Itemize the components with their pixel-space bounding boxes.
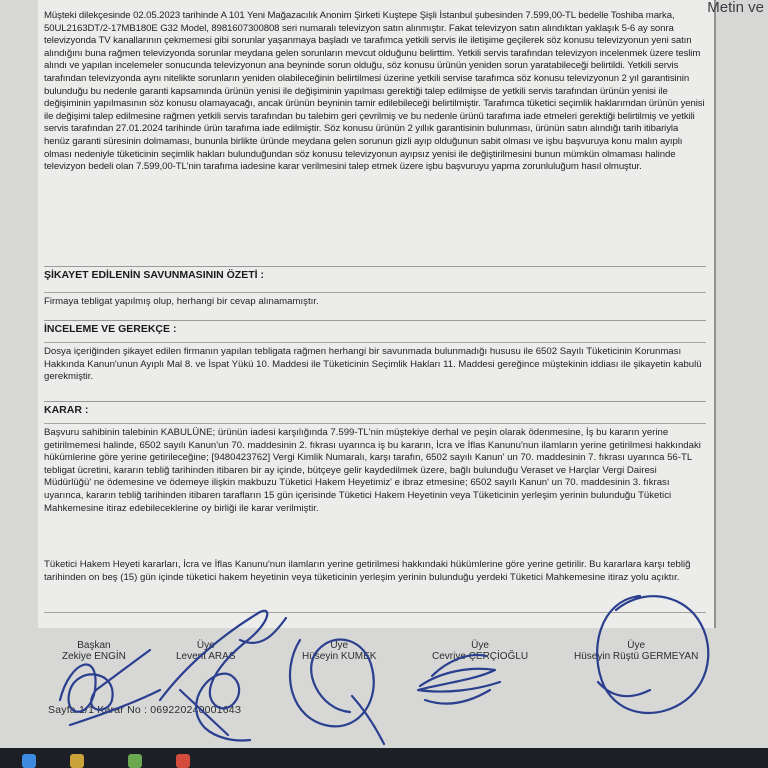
member-role: Üye bbox=[330, 640, 349, 651]
review-heading: İNCELEME VE GEREKÇE : bbox=[44, 320, 706, 335]
member-name: Levent ARAS bbox=[176, 651, 236, 662]
member-name: Zekiye ENGİN bbox=[62, 651, 126, 662]
signature-member-2 bbox=[160, 611, 286, 741]
member-3 bbox=[302, 640, 376, 662]
page-decision-number: Sayfa 1/1 Karar No : 06922024000164З bbox=[48, 704, 242, 716]
app-icon[interactable] bbox=[22, 754, 36, 768]
defense-heading: ŞİKAYET EDİLENİN SAVUNMASININ ÖZETİ : bbox=[44, 266, 706, 281]
review-text: Dosya içeriğinden şikayet edilen firmanın yapılan tebligata rağmen herhangi bir savunmada bulunmadığı hususu ile 6502 Sayılı Tüketicinin Korunması Hakkında Kanun'unun Ayıplı Mal 8. ve İspat Yükü 10. Maddesi ile Tüketicinin Seçimlik Hakları 11. Maddesi gereğince müştekinin iddiası ile şikayetin kabulü gerekmiştir. bbox=[44, 342, 706, 384]
app-icon[interactable] bbox=[176, 754, 190, 768]
document-page bbox=[38, 0, 716, 628]
member-name: Hüseyin Rüştü GERMEYAN bbox=[574, 651, 699, 662]
app-icon[interactable] bbox=[70, 754, 84, 768]
member-5 bbox=[574, 640, 698, 662]
decision-text: Başvuru sahibinin talebinin KABULÜNE; ürünün iadesi karşılığında 7.599-TL'nin müştekiye derhal ve peşin olarak ödenmesine, İş bu kararın yerine getirilmemesi halinde, 6502 sayılı Kanun'un 70. maddesinin 2. fıkrası uyarınca iş bu kararın, İcra ve İflas Kanunu'nun ilamların yerine getirilmesi hakkındaki hükümlerine göre yerine getirileceğine; [9480423762] Vergi Kimlik Numaralı, karşı tarafın, 6502 sayılı Kanun' un 70. maddesinin 7. fıkrası uyarınca 56-TL tebligat ücretini, kararın tebliğ tarihinden itibaren bir ay içinde, bütçeye gelir kaydedilmek üzere, bağlı bulunduğu Veraset ve Harçlar Vergi Dairesi Müdürlüğü' ne ödemesine ve ödemeye ilişkin makbuzu Tüketici Hakem Heyetimiz' e ibraz etmesine; 6502 sayılı Kanun' un 70. maddesinin 3. fıkrası uyarınca, kararın tebliğ tarihinden itibaren tarafların 15 gün içerisinde Tüketici Hakem Heyetinin veya Tüketicinin yerleşim yerinin bulunduğu Tüketici Mahkemesine itiraz edebileceklerine oy birliği ile karar verilmiştir. bbox=[44, 423, 706, 515]
member-role: Üye bbox=[196, 640, 215, 651]
member-name: Hüseyin KUMEK bbox=[302, 651, 377, 662]
window-title: Metin ve bbox=[707, 0, 764, 16]
app-icon[interactable] bbox=[128, 754, 142, 768]
members-row bbox=[40, 640, 740, 670]
complaint-paragraph: Müşteki dilekçesinde 02.05.2023 tarihinde A 101 Yeni Mağazacılık Anonim Şirketi Kuştepe Şişli İstanbul şubesinden 7.599,00-TL bedelle Toshiba marka, 50UL2163DT/2-17MB180E G32 Model, 8981607300808 seri numaralı televizyon satın alınmıştır. Fakat televizyon satın alındıktan yaklaşık 5-6 ay sonra televizyonda TV kanallarının çekmemesi gibi sorunlar yaşanmaya başladı ve tarafımca yetkili servis ile iletişime geçilerek söz konusu televizyonun yeni satın alındığını buna rağmen televizyonda sorunlar meydana gelen sorunların mevcut olduğunu belirttim. Yetkili servis tarafından televizyon incelenmek üzere teslim alındı ve yapılan incelemeler sonucunda televizyonun ana beyninde sorun olduğu, söz konusu ürünün yeniden sorun yaratabileceği belirtildi. Yetkili servis tarafından televizyonda aynı nitelikte sorunların yeniden olabileceğinin belirtilmesi üzerine yetkili servise tarafımca söz konusu televizyonun 2 yıl garantisinin bulunduğu bu nedenle garanti kapsamında ürünün yenisi ile değişiminin yapılması gerektiği talep edilmişse de yetkili servis tarafından ürünün yenisi ile değişiminin yapılmasının söz konusu olamayacağı, ancak ürünün beyninin tamir edilebileceği belirtilmiştir. Tarafımca tüketici seçimlik haklarımdan ürünün yenisi ile değişimi talep edilmesine rağmen yetkili servis tarafından bu talebim geri çevrilmiş ve bu nedenle ürünü tarafıma iade etmeleri gerektiği belirtilmiş ve yetkili servis tarafından 27.01.2024 tarihinde ürün tarafıma iade edilmiştir. Söz konusu ürünün 2 yıllık garantisinin bulunması, ürünün satın alındığı tarih itibariyla henüz garanti süresinin dolmaması, bununla birlikte üründe meydana gelen sorunun gizli ayıp olduğunun sabit olması ve işbu başvuruya konu malın ayıplı olması nedeniyle tüketicinin seçimlik hakları bulunduğundan söz konusu televizyonun ayıpsız yenisi ile değiştirilmesini bunun mümkün olmaması halinde televizyon bedeli olan 7.599,00-TL'nin tarafıma iadesine karar verilmesini talep etmek üzere işbu başvuruyu yapma zorunluluğum hasıl olmuştur. bbox=[44, 10, 705, 173]
member-chair bbox=[62, 640, 126, 662]
member-role: Üye bbox=[471, 640, 489, 651]
decision-heading: KARAR : bbox=[44, 401, 706, 416]
member-role: Üye bbox=[627, 640, 646, 651]
member-4 bbox=[432, 640, 528, 662]
complaint-text bbox=[44, 10, 706, 174]
defense-text: Firmaya tebligat yapılmış olup, herhangi bir cevap alınamamıştır. bbox=[44, 292, 706, 309]
divider bbox=[44, 612, 706, 613]
member-name: Cevriye ÇERÇİOĞLU bbox=[432, 651, 529, 662]
member-2 bbox=[176, 640, 235, 662]
member-role: Başkan bbox=[77, 640, 111, 651]
appeal-text: Tüketici Hakem Heyeti kararları, İcra ve İflas Kanunu'nun ilamların yerine getirilmesi hakkındaki hükümlerine göre yerine getirilir. Bu kararlara karşı tebliğ tarihinden on beş (15) gün içinde tüketici hakem heyetinin veya tüketicinin yerleşim yerinin bulunduğu yerdeki Tüketici Mahkemesine itiraz yolu açıktır. bbox=[44, 559, 691, 583]
taskbar bbox=[0, 748, 768, 768]
